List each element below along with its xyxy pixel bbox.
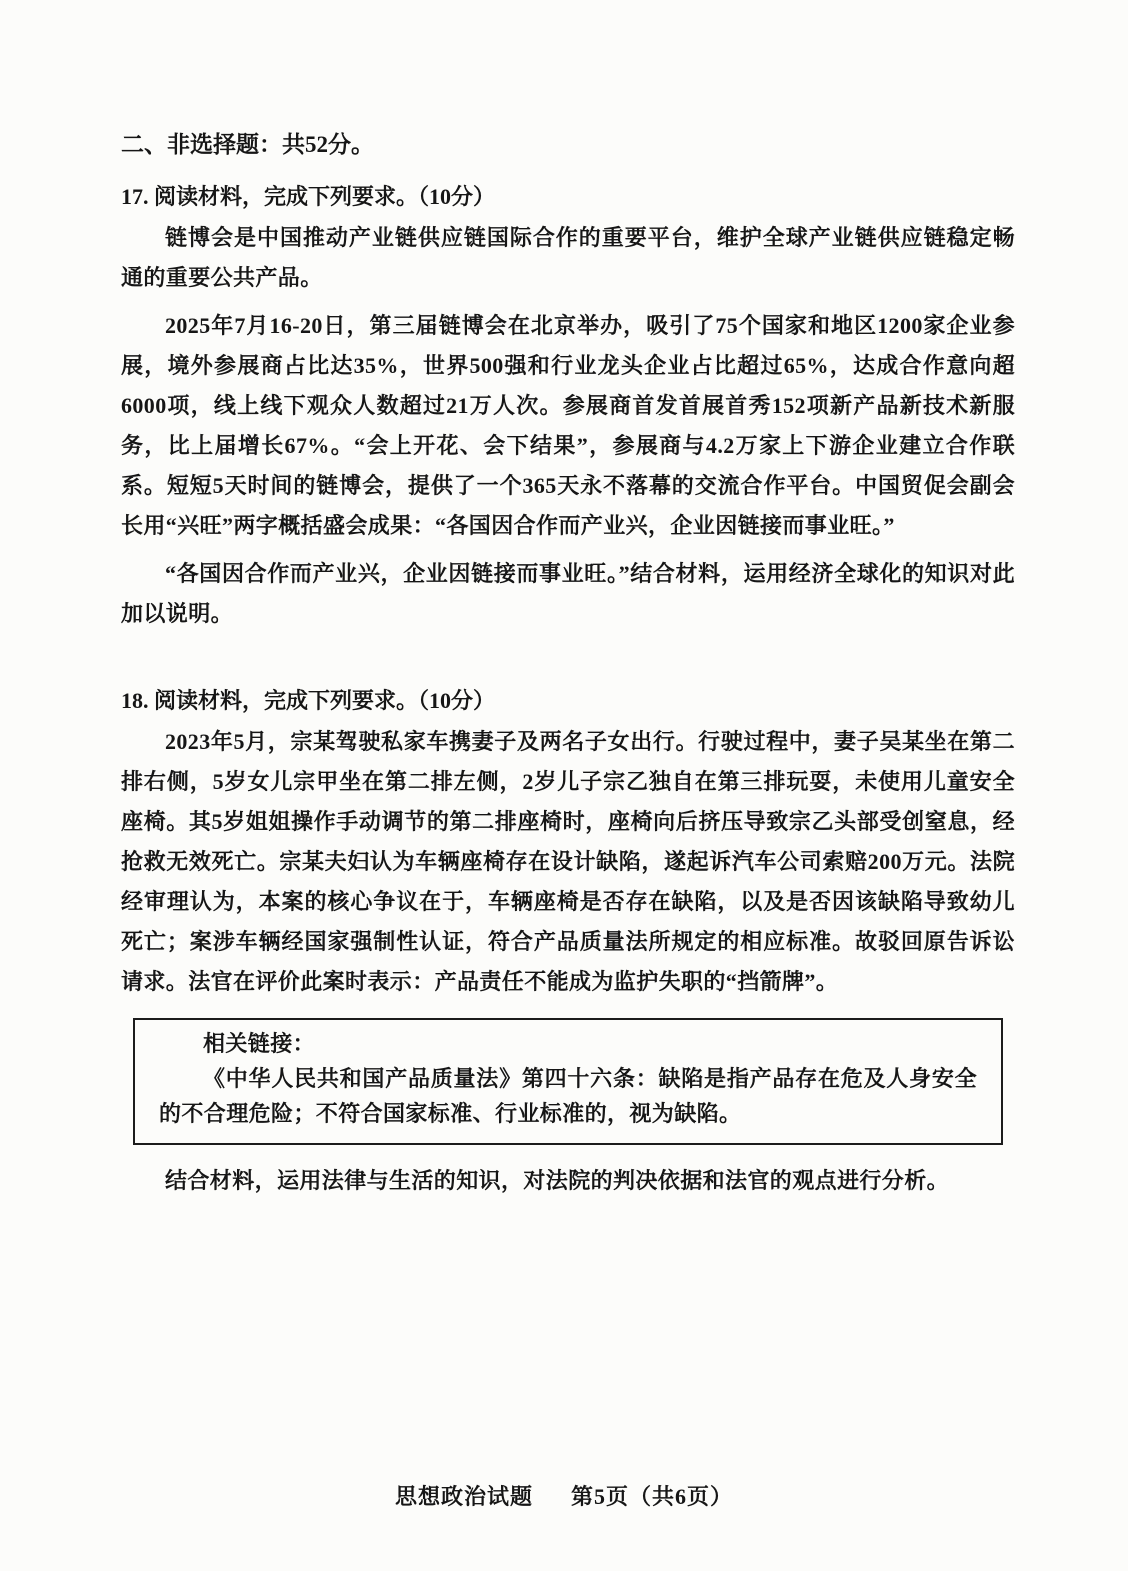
- question-17: [121, 176, 1015, 634]
- question-18-title: 18. 阅读材料，完成下列要求。（10分）: [121, 688, 496, 713]
- page-footer: [0, 1480, 1128, 1511]
- question-17-material-paragraph: 2025年7月16-20日，第三届链博会在北京举办，吸引了75个国家和地区1200家企业参展，境外参展商占比达35%，世界500强和行业龙头企业占比超过65%，达成合作意向超6000项，线上线下观众人数超过21万人次。参展商首发首展首秀152项新产品新技术新服务，比上届增长67%。“会上开花、会下结果”，参展商与4.2万家上下游企业建立合作联系。短短5天时间的链博会，提供了一个365天永不落幕的交流合作平台。中国贸促会副会长用“兴旺”两字概括盛会成果：“各国因合作而产业兴，企业因链接而事业旺。”: [121, 313, 1015, 538]
- question-18-material-paragraph: 2023年5月，宗某驾驶私家车携妻子及两名子女出行。行驶过程中，妻子吴某坐在第二排右侧，5岁女儿宗甲坐在第二排左侧，2岁儿子宗乙独自在第三排玩耍，未使用儿童安全座椅。其5岁姐姐操作手动调节的第二排座椅时，座椅向后挤压导致宗乙头部受创窒息，经抢救无效死亡。宗某夫妇认为车辆座椅存在设计缺陷，遂起诉汽车公司索赔200万元。法院经审理认为，本案的核心争议在于，车辆座椅是否存在缺陷，以及是否因该缺陷导致幼儿死亡；案涉车辆经国家强制性认证，符合产品质量法所规定的相应标准。故驳回原告诉讼请求。法官在评价此案时表示：产品责任不能成为监护失职的“挡箭牌”。: [121, 729, 1015, 994]
- section-header: [121, 124, 1015, 166]
- footer-page-number: 第5页（共6页）: [571, 1484, 734, 1509]
- footer-document-title: 思想政治试题: [394, 1484, 533, 1509]
- section-header-label: 二、非选择题：: [121, 132, 282, 157]
- question-18: [121, 680, 1015, 1201]
- page-content: [121, 124, 1015, 1201]
- question-17-intro-paragraph: 链博会是中国推动产业链供应链国际合作的重要平台，维护全球产业链供应链稳定畅通的重要公共产品。: [121, 225, 1015, 290]
- reference-box-content: 《中华人民共和国产品质量法》第四十六条：缺陷是指产品存在危及人身安全的不合理危险；不符合国家标准、行业标准的，视为缺陷。: [159, 1066, 977, 1126]
- reference-box-title: 相关链接：: [203, 1031, 316, 1056]
- question-18-task-paragraph: 结合材料，运用法律与生活的知识，对法院的判决依据和法官的观点进行分析。: [165, 1168, 950, 1193]
- section-header-points: 共52分。: [282, 132, 374, 157]
- question-17-title: 17. 阅读材料，完成下列要求。（10分）: [121, 184, 496, 209]
- reference-link-box: [133, 1018, 1003, 1145]
- question-17-task-paragraph: “各国因合作而产业兴，企业因链接而事业旺。”结合材料，运用经济全球化的知识对此加以说明。: [121, 561, 1015, 626]
